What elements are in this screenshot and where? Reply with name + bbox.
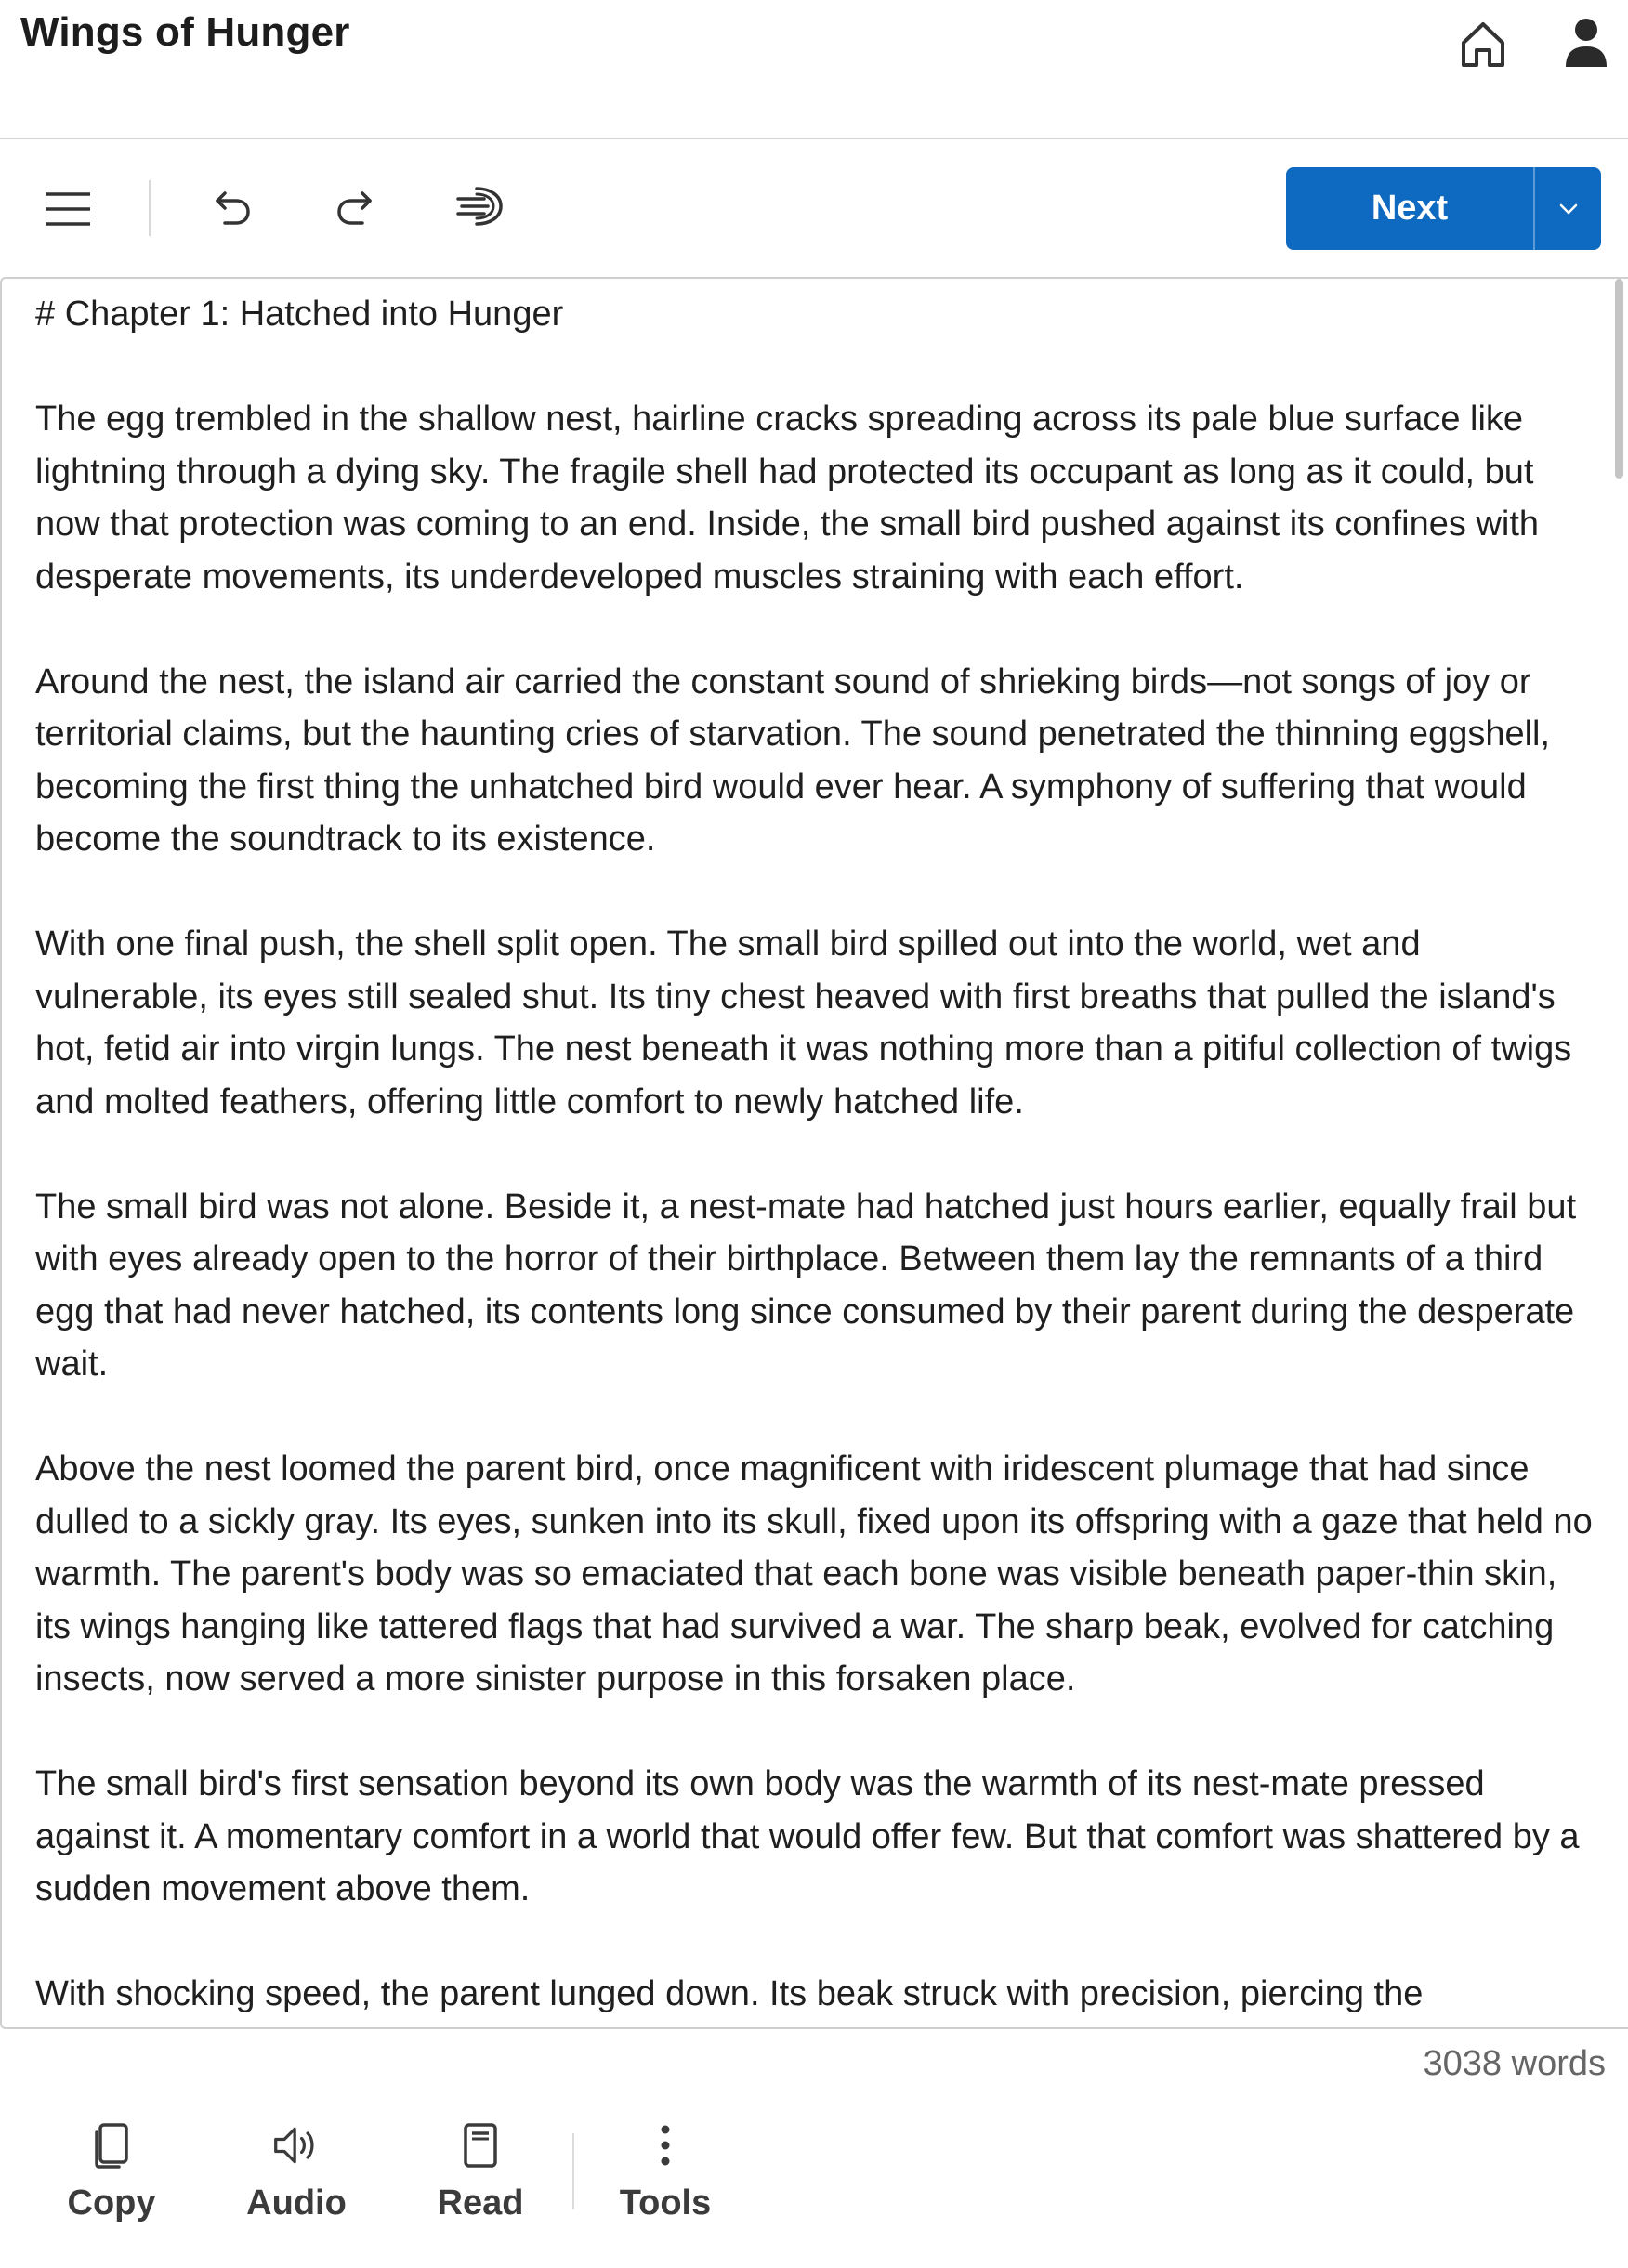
menu-button[interactable] [39, 180, 97, 238]
read-label: Read [437, 2183, 524, 2222]
read-button[interactable] [397, 2118, 564, 2223]
audio-label: Audio [246, 2183, 347, 2222]
editor-scrollbar[interactable] [1615, 279, 1623, 479]
undo-button[interactable] [206, 180, 258, 232]
book-icon [460, 2121, 501, 2170]
tools-label: Tools [619, 2183, 712, 2222]
more-vertical-icon [660, 2122, 671, 2169]
menu-icon [44, 190, 92, 228]
chevron-down-icon [1558, 203, 1579, 216]
next-button-group [1286, 167, 1601, 250]
audio-button[interactable] [213, 2118, 380, 2223]
copy-label: Copy [67, 2183, 156, 2222]
speaker-icon [272, 2122, 321, 2169]
copy-icon [91, 2121, 132, 2170]
copy-button[interactable] [28, 2118, 195, 2223]
tools-button[interactable] [582, 2118, 749, 2223]
word-count: 3038 words [1423, 2044, 1606, 2083]
redo-button[interactable] [329, 180, 381, 232]
bottom-action-bar [0, 2100, 1628, 2268]
home-button[interactable] [1454, 15, 1512, 72]
account-button[interactable] [1561, 15, 1611, 71]
document-title: Wings of Hunger [20, 9, 350, 55]
user-icon [1561, 15, 1611, 71]
undo-icon [212, 186, 253, 227]
bottom-bar-divider [572, 2133, 574, 2209]
next-options-button[interactable] [1535, 167, 1601, 250]
toolbar-divider [149, 180, 151, 236]
app-header [0, 0, 1628, 139]
rewrite-icon [454, 185, 505, 228]
story-text[interactable]: # Chapter 1: Hatched into Hunger The egg trembled in the shallow nest, hairline cracks spreading across its pale blue surface like lightning through a dying sky. The fragile shell had protected its occupant as long as it could, but now that protection was coming to an end. Inside, the small bird pushed against its confines with desperate movements, its underdeveloped muscles straining with each effort. Around the nest, the island air carried the constant sound of shrieking birds—not songs of joy or territorial claims, but the haunting cries of starvation. The sound penetrated the thinning eggshell, becoming the first thing the unhatched bird would ever hear. A symphony of suffering that would become the soundtrack to its existence. With one final push, the shell split open. The small bird spilled out into the world, wet and vulnerable, its eyes still sealed shut. Its tiny chest heaved with first breaths that pulled the island's hot, fetid air into virgin lungs. The nest beneath it was nothing more than a pitiful collection of twigs and molted feathers, offering little comfort to newly hatched life. The small bird was not alone. Beside it, a nest-mate had hatched just hours earlier, equally frail but with eyes already open to the horror of their birthplace. Between them lay the remnants of a third egg that had never hatched, its contents long since consumed by their parent during the desperate wait. Above the nest loomed the parent bird, once magnificent with iridescent plumage that had since dulled to a sickly gray. Its eyes, sunken into its skull, fixed upon its offspring with a gaze that held no warmth. The parent's body was so emaciated that each bone was visible beneath paper-thin skin, its wings hanging like tattered flags that had survived a war. The sharp beak, evolved for catching insects, now served a more sinister purpose in this forsaken place. The small bird's first sensation beyond its own body was the warmth of its nest-mate pressed against it. A momentary comfort in a world that would offer few. But that comfort was shattered by a sudden movement above them. With shocking speed, the parent lunged down. Its beak struck with precision, piercing the [35, 295, 1593, 2013]
next-button[interactable]: Next [1286, 167, 1535, 250]
story-editor[interactable] [0, 277, 1628, 2029]
rewrite-button[interactable] [452, 180, 507, 232]
home-icon [1454, 15, 1512, 72]
redo-icon [335, 186, 375, 227]
